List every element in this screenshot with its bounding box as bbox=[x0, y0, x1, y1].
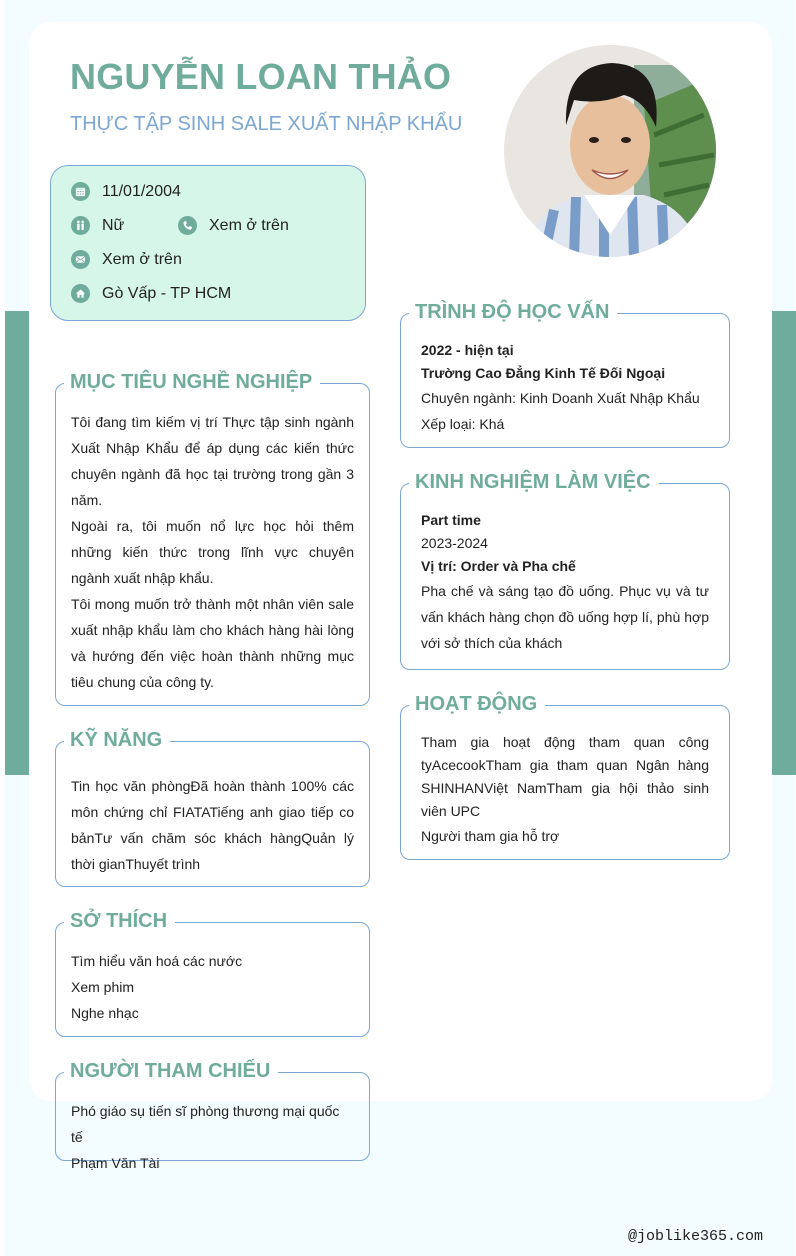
activities-title: HOẠT ĐỘNG bbox=[409, 690, 545, 718]
section-experience bbox=[400, 471, 730, 670]
address-value: Gò Vấp - TP HCM bbox=[102, 284, 232, 302]
hobby-item: Nghe nhạc bbox=[71, 1005, 139, 1021]
job-title: THỰC TẬP SINH SALE XUẤT NHẬP KHẨU bbox=[70, 113, 463, 135]
contact-address bbox=[71, 284, 231, 303]
activities-role: Người tham gia hỗ trợ bbox=[421, 828, 560, 844]
experience-description: Pha chế và sáng tạo đồ uống. Phục vụ và tư vấn khách hàng chọn đồ uống hợp lí, phù hợp với sở thích của khách bbox=[421, 583, 709, 651]
education-major: Chuyên ngành: Kinh Doanh Xuất Nhập Khẩu bbox=[421, 390, 700, 406]
experience-body bbox=[421, 509, 709, 656]
skills-body bbox=[71, 773, 354, 877]
profile-photo-image bbox=[504, 45, 716, 257]
phone-value[interactable]: Xem ở trên bbox=[209, 216, 289, 234]
contact-phone bbox=[178, 216, 289, 235]
experience-company: Part time bbox=[421, 512, 481, 528]
education-school: Trường Cao Đẳng Kinh Tế Đối Ngoại bbox=[421, 365, 666, 381]
email-value[interactable]: Xem ở trên bbox=[102, 250, 182, 268]
experience-period: 2023-2024 bbox=[421, 535, 488, 551]
hobbies-title: SỞ THÍCH bbox=[64, 907, 175, 935]
skills-text: Tin học văn phòngĐã hoàn thành 100% các môn chứng chỉ FIATATiếng anh giao tiếp co bảnTư vấn chăm sóc khách hàngQuản lý thời gianThuyết trình bbox=[71, 778, 354, 872]
objective-body bbox=[71, 409, 354, 695]
contact-gender bbox=[71, 216, 124, 235]
section-skills bbox=[55, 729, 370, 887]
education-grade: Xếp loại: Khá bbox=[421, 416, 505, 432]
objective-paragraph: Tôi mong muốn trở thành một nhân viên sale xuất nhập khẩu làm cho khách hàng hài lòng và hướng đến việc hoàn thành những mục tiêu chung của công ty. bbox=[71, 596, 354, 690]
watermark: @joblike365.com bbox=[628, 1228, 764, 1245]
hobby-item: Xem phim bbox=[71, 979, 135, 995]
contact-birthday bbox=[71, 182, 181, 201]
contact-email bbox=[71, 250, 182, 269]
objective-paragraph: Ngoài ra, tôi muốn nổ lực học hỏi thêm những kiến thức trong lĩnh vực chuyên ngành xuất nhập khẩu. bbox=[71, 518, 354, 586]
contact-box bbox=[50, 165, 366, 321]
phone-icon bbox=[178, 216, 197, 235]
experience-position: Vị trí: Order và Pha chế bbox=[421, 558, 576, 574]
skills-title: KỸ NĂNG bbox=[64, 726, 170, 754]
section-hobbies bbox=[55, 910, 370, 1037]
section-education bbox=[400, 301, 730, 448]
objective-title: MỤC TIÊU NGHỀ NGHIỆP bbox=[64, 368, 320, 396]
experience-title: KINH NGHIỆM LÀM VIỆC bbox=[409, 468, 659, 496]
references-body bbox=[71, 1098, 354, 1176]
references-title: NGƯỜI THAM CHIẾU bbox=[64, 1057, 278, 1085]
candidate-name: NGUYỄN LOAN THẢO bbox=[70, 56, 452, 97]
reference-line: Phạm Văn Tài bbox=[71, 1155, 160, 1171]
education-period: 2022 - hiện tại bbox=[421, 342, 514, 358]
calendar-icon bbox=[71, 182, 90, 201]
education-body bbox=[421, 339, 714, 437]
gender-icon bbox=[71, 216, 90, 235]
hobbies-body bbox=[71, 948, 354, 1026]
home-icon bbox=[71, 284, 90, 303]
activities-text: Tham gia hoạt động tham quan công tyAcecookTham gia tham quan Ngân hàng SHINHANViệt NamTham gia hội thảo sinh viên UPC bbox=[421, 734, 709, 819]
left-accent-bar bbox=[5, 311, 29, 775]
right-accent-bar bbox=[772, 311, 796, 775]
birthday-value: 11/01/2004 bbox=[102, 182, 181, 200]
objective-paragraph: Tôi đang tìm kiếm vị trí Thực tập sinh ngành Xuất Nhập Khẩu để áp dụng các kiến thức chuyên ngành đã học tại trường trong gần 3 năm. bbox=[71, 414, 354, 508]
section-references bbox=[55, 1060, 370, 1171]
reference-line: Phó giáo sụ tiến sĩ phòng thương mại quốc tế bbox=[71, 1103, 340, 1145]
education-title: TRÌNH ĐỘ HỌC VẤN bbox=[409, 298, 617, 326]
section-activities bbox=[400, 693, 730, 860]
section-objective bbox=[55, 371, 370, 706]
hobby-item: Tìm hiểu văn hoá các nước bbox=[71, 953, 243, 969]
activities-body bbox=[421, 731, 709, 849]
profile-photo bbox=[504, 45, 716, 257]
gender-value: Nữ bbox=[102, 216, 125, 234]
mail-icon bbox=[71, 250, 90, 269]
